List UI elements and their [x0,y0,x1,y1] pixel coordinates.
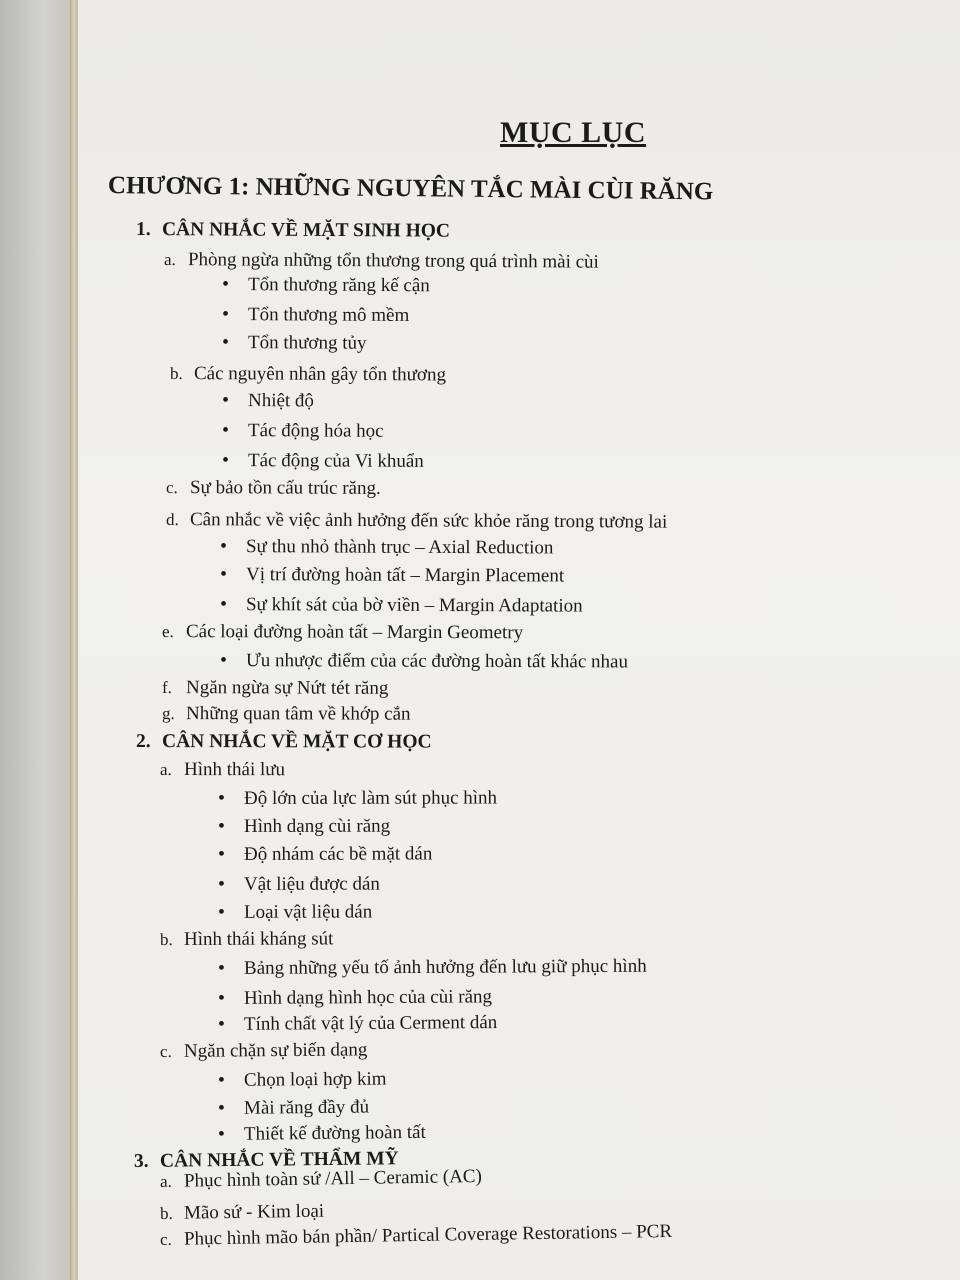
bullet-icon: • [217,786,226,809]
bullet-icon: • [217,956,226,979]
list-marker: 1. [135,219,151,241]
bullet-icon: • [221,331,230,354]
list-marker: g. [161,704,175,724]
bullet-icon: • [217,814,226,837]
list-marker: b. [169,364,183,384]
toc-entry-text: Mão sứ - Kim loại [183,1200,325,1224]
toc-entry-text: Tổn thương răng kế cận [247,274,430,297]
toc-entry-text: Độ lớn của lực làm sút phục hình [243,787,498,809]
toc-section [136,218,450,244]
toc-bullet-item [220,534,554,560]
bullet-icon: • [217,1012,226,1035]
list-marker: 2. [135,731,151,753]
toc-entry-text: Cân nhắc về việc ảnh hưởng đến sức khỏe răng trong tương lai [189,509,668,533]
toc-bullet-item [218,1067,387,1093]
toc-subsection [160,927,333,952]
toc-entry-text: Ngăn chặn sự biến dạng [183,1039,368,1062]
toc-entry-text: Tác động hóa học [247,420,384,442]
toc-subsection [162,676,388,701]
toc-entry-text: Hình dạng cùi răng [243,815,391,837]
toc-bullet-item [218,1095,369,1121]
toc-entry-text: Ngăn ngừa sự Nứt tét răng [185,677,389,699]
toc-entry-text: Ưu nhược điểm của các đường hoàn tất khác nhau [245,650,629,673]
toc-bullet-item [218,872,380,897]
bullet-icon: • [217,1068,226,1091]
toc-entry-text: Phục hình toàn sứ /All – Ceramic (AC) [183,1165,483,1192]
toc-entry-text: Phục hình mão bán phần/ Partical Coverage Restorations – PCR [183,1220,673,1250]
toc-subsection [162,702,411,727]
toc-entry-text: Mài răng đầy đủ [243,1096,370,1119]
toc-subsection [166,508,667,535]
chapter-title: CHƯƠNG 1: NHỮNG NGUYÊN TẮC MÀI CÙI RĂNG [107,172,714,206]
toc-entry-text: Sự bảo tồn cấu trúc răng. [189,477,381,499]
toc-entry-text: Tổn thương mô mềm [247,304,410,326]
list-marker: c. [165,478,178,498]
bullet-icon: • [219,563,228,586]
toc-subsection [160,1200,324,1226]
toc-subsection [164,248,599,275]
toc-entry-text: CÂN NHẮC VỀ MẶT CƠ HỌC [161,731,432,753]
bullet-icon: • [217,900,226,923]
toc-bullet-item [218,1010,497,1037]
toc-bullet-item [218,984,492,1011]
book-spine [0,0,78,1280]
toc-entry-text: Các loại đường hoàn tất – Margin Geometry [185,621,524,644]
toc-entry-text: CÂN NHẮC VỀ THẨM MỸ [159,1148,399,1172]
list-marker: a. [159,1171,172,1191]
toc-subsection [160,758,285,782]
toc-entry-text: Độ nhám các bề mặt dán [243,843,433,865]
toc-bullet-item [218,1120,426,1147]
bullet-icon: • [221,419,230,442]
toc-entry-text: Vật liệu được dán [243,873,380,895]
toc-bullet-item [222,330,367,356]
bullet-icon: • [217,1096,226,1119]
toc-entry-text: Tính chất vật lý của Cerment dán [243,1012,498,1035]
toc-title: MỤC LỤC [500,116,646,149]
toc-bullet-item [220,648,628,674]
toc-entry-text: Bảng những yếu tố ảnh hưởng đến lưu giữ phục hình [243,955,647,979]
list-marker: b. [159,1203,173,1223]
toc-entry-text: Tổn thương tủy [247,332,367,354]
list-marker: c. [159,1229,172,1249]
toc-entry-text: Chọn loại hợp kim [243,1068,387,1091]
toc-entry-text: Phòng ngừa những tổn thương trong quá trình mài cùi [187,249,599,273]
list-marker: a. [159,760,172,780]
toc-subsection [170,362,446,387]
bullet-icon: • [217,986,226,1009]
bullet-icon: • [221,449,230,472]
list-marker: b. [159,929,173,949]
toc-bullet-item [220,592,583,619]
toc-entry-text: Hình thái lưu [183,759,286,781]
toc-entry-text: Những quan tâm về khớp cắn [185,703,411,725]
toc-entry-text: Các nguyên nhân gây tổn thương [193,363,447,386]
list-marker: f. [161,678,172,698]
toc-bullet-item [222,448,424,474]
toc-bullet-item [222,388,314,413]
page-edge [70,0,78,1280]
bullet-icon: • [219,649,228,672]
toc-bullet-item [218,954,647,981]
bullet-icon: • [221,273,230,296]
bullet-icon: • [221,303,230,326]
bullet-icon: • [217,872,226,895]
toc-entry-text: Tác động của Vi khuẩn [247,450,424,472]
bullet-icon: • [221,389,230,412]
toc-subsection [162,620,523,645]
toc-entry-text: Hình thái kháng sút [183,928,334,950]
toc-entry-text: CÂN NHẮC VỀ MẶT SINH HỌC [161,219,451,242]
toc-entry-text: Sự thu nhỏ thành trục – Axial Reduction [245,536,554,559]
list-marker: e. [161,622,174,642]
list-marker: a. [163,250,176,270]
toc-entry-text: Sự khít sát của bờ viền – Margin Adaptation [245,594,583,617]
toc-entry-text: Loại vật liệu dán [243,901,373,923]
toc-subsection [166,476,381,501]
toc-bullet-item [218,786,497,811]
list-marker: d. [165,510,179,530]
toc-entry-text: Vị trí đường hoàn tất – Margin Placement [245,564,565,587]
toc-bullet-item [218,841,432,867]
toc-bullet-item [218,899,372,925]
bullet-icon: • [219,593,228,616]
toc-subsection [160,1165,482,1194]
toc-subsection [160,1038,368,1064]
bullet-icon: • [219,535,228,558]
toc-entry-text: Hình dạng hình học của cùi răng [243,986,493,1009]
bullet-icon: • [217,842,226,865]
toc-section [136,730,432,755]
toc-entry-text: Nhiệt độ [247,390,315,412]
toc-bullet-item [218,814,390,839]
toc-bullet-item [220,562,564,589]
list-marker: 3. [133,1150,149,1172]
bullet-icon: • [217,1122,226,1145]
toc-bullet-item [222,272,430,298]
toc-bullet-item [222,302,409,328]
toc-entry-text: Thiết kế đường hoàn tất [243,1121,426,1145]
list-marker: c. [159,1041,172,1061]
toc-bullet-item [222,418,384,444]
